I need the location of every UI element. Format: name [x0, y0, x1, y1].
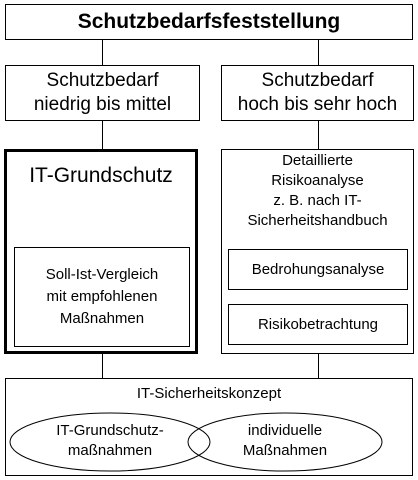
threat-analysis-label: Bedrohungsanalyse: [251, 261, 385, 278]
comparison-line3: Maßnahmen: [59, 310, 145, 327]
left-need-line2: niedrig bis mittel: [33, 94, 172, 115]
risk-line3: z. B. nach IT-: [273, 192, 362, 209]
risk-line1: Detaillierte: [282, 152, 353, 169]
right-ellipse-line1: individuelle: [247, 422, 323, 439]
right-ellipse-line2: Maßnahmen: [242, 442, 328, 459]
risk-assessment-label: Risikobetrachtung: [257, 316, 379, 333]
left-ellipse-line2: maßnahmen: [67, 442, 153, 459]
diagram-title: Schutzbedarfsfeststellung: [77, 10, 341, 33]
left-ellipse-line1: IT-Grundschutz-: [56, 422, 164, 439]
risk-line4: Sicherheitshandbuch: [247, 212, 388, 229]
individual-measures-label: [200, 421, 370, 461]
security-concept-title: IT-Sicherheitskonzept: [136, 385, 282, 402]
grundschutz-measures-label: [15, 421, 205, 461]
right-need-line1: Schutzbedarf: [261, 70, 374, 91]
comparison-line2: mit empfohlenen: [46, 288, 158, 305]
comparison-line1: Soll-Ist-Vergleich: [45, 266, 159, 283]
grundschutz-title: IT-Grundschutz: [29, 164, 173, 187]
risk-line2: Risikoanalyse: [271, 172, 364, 189]
right-need-line2: hoch bis sehr hoch: [237, 94, 398, 115]
left-need-line1: Schutzbedarf: [46, 70, 159, 91]
